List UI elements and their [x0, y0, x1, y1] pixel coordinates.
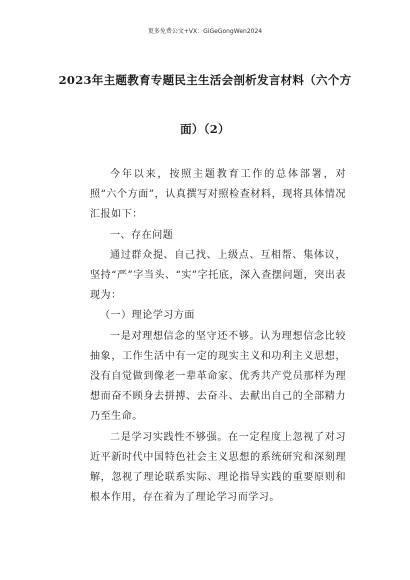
- point-one-paragraph: 一是对理想信念的坚守还不够。认为理想信念比较抽象，工作生活中有一定的现实主义和功利主义思想，没有自觉做到像老一辈革命家、优秀共产党员那样为理想而奋不顾身去拼搏、去奋斗、去献出自己的全部精力乃至生命。: [90, 330, 346, 423]
- subsection-heading-theory-study: （一）理论学习方面: [100, 310, 195, 322]
- page-header-note: 更多免费公文+VX：GiGeGongWen2024: [147, 28, 263, 35]
- document-title-line-1: 2023年主题教育专题民主生活会剖析发言材料（六个方: [58, 73, 352, 87]
- document-body: [90, 165, 346, 508]
- section-heading-problems: 一、存在问题: [110, 229, 174, 241]
- point-two-paragraph: 二是学习实践性不够强。在一定程度上忽视了对习近平新时代中国特色社会主义思想的系统研究和深刻理解，忽视了理论联系实际、理论指导实践的重要原则和根本作用，存在着为了理论学习而学习。: [90, 431, 346, 504]
- intro-paragraph: 今年以来，按照主题教育工作的总体部署，对照“六个方面”，认真撰写对照检查材料，现将具体情况汇报如下：: [90, 169, 346, 221]
- problems-intro-paragraph: 通过群众提、自己找、上级点、互相帮、集体议，坚持“严”字当头、“实”字托底，深入查摆问题，突出表现为：: [90, 249, 346, 302]
- document-title-line-2: 面）（2）: [180, 122, 230, 136]
